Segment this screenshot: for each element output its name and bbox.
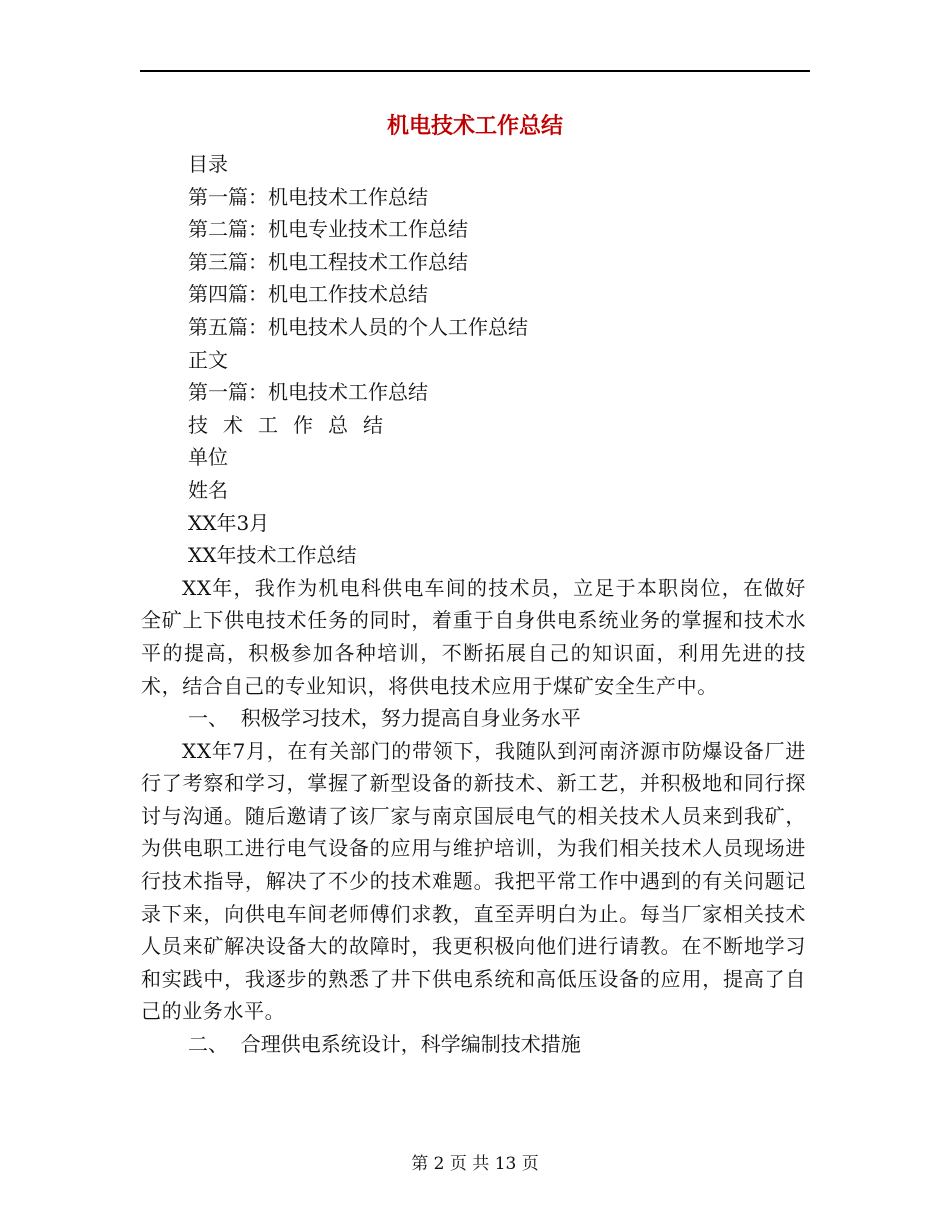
report-title: XX年技术工作总结 xyxy=(188,543,357,568)
unit-label: 单位 xyxy=(188,445,228,470)
paragraph-1: XX年7月，在有关部门的带领下，我随队到河南济源市防爆设备厂进行了考察和学习，掌握了新型设备的新技术、新工艺，并积极地和同行探讨与沟通。随后邀请了该厂家与南京国辰电气的相关技术人员来到我矿，为供电职工进行电气设备的应用与维护培训，为我们相关技术人员现场进行技术指导，解决了不少的技术难题。我把平常工作中遇到的有关问题记录下来，向供电车间老师傅们求教，直至弄明白为止。每当厂家相关技术人员来矿解决设备大的故障时，我更积极向他们进行请教。在不断地学习和实践中，我逐步的熟悉了井下供电系统和高低压设备的应用，提高了自己的业务水平。 xyxy=(141,738,806,1024)
name-label: 姓名 xyxy=(188,477,228,502)
page-footer: 第 2 页 共 13 页 xyxy=(411,1154,539,1174)
document-title: 机电技术工作总结 xyxy=(386,113,563,139)
toc-item: 第三篇：机电工程技术工作总结 xyxy=(188,249,468,274)
cover-date: XX年3月 xyxy=(188,510,270,535)
toc-item: 第一篇：机电技术工作总结 xyxy=(188,184,428,209)
toc-item: 第五篇：机电技术人员的个人工作总结 xyxy=(188,314,528,339)
toc-item: 第四篇：机电工作技术总结 xyxy=(188,282,428,307)
document-body xyxy=(141,148,806,1061)
header-rule xyxy=(140,70,810,72)
section-title: 第一篇：机电技术工作总结 xyxy=(188,380,428,405)
section-heading-2: 二、 合理供电系统设计，科学编制技术措施 xyxy=(188,1032,581,1057)
cover-heading: 技术工作总结 xyxy=(188,412,398,437)
section-heading-1: 一、 积极学习技术，努力提高自身业务水平 xyxy=(188,706,581,731)
toc-item: 第二篇：机电专业技术工作总结 xyxy=(188,217,468,242)
body-label: 正文 xyxy=(188,347,228,372)
toc-label: 目录 xyxy=(188,152,228,176)
intro-paragraph: XX年，我作为机电科供电车间的技术员，立足于本职岗位，在做好全矿上下供电技术任务的同时，着重于自身供电系统业务的掌握和技术水平的提高，积极参加各种培训，不断拓展自己的知识面，利用先进的技术，结合自己的专业知识，将供电技术应用于煤矿安全生产中。 xyxy=(141,575,806,698)
